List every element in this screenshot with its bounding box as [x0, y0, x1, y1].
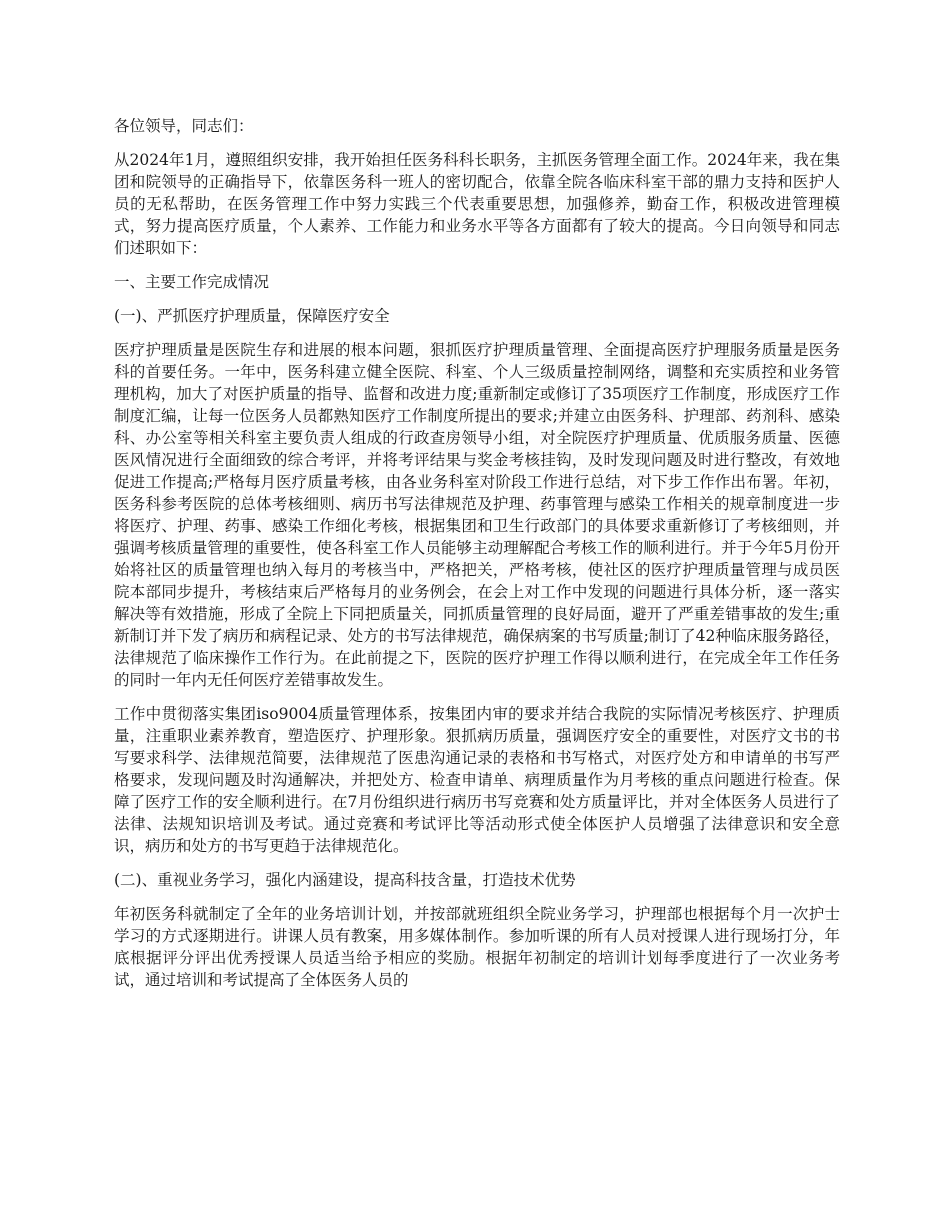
intro-paragraph: 从2024年1月，遵照组织安排，我开始担任医务科科长职务，主抓医务管理全面工作。2024年来，我在集团和院领导的正确指导下，依靠医务科一班人的密切配合，依靠全院各临床科室干部的鼎力支持和医护人员的无私帮助，在医务管理工作中努力实践三个代表重要思想，加强修养，勤奋工作，积极改进管理模式，努力提高医疗质量，个人素养、工作能力和业务水平等各方面都有了较大的提高。今日向领导和同志们述职如下： [114, 151, 840, 257]
subsection-title-quality: (一)、严抓医疗护理质量，保障医疗安全 [114, 307, 390, 325]
subsection-title-learning: (二)、重视业务学习，强化内涵建设，提高科技含量，打造技术优势 [114, 871, 576, 889]
learning-paragraph-1: 年初医务科就制定了全年的业务培训计划，并按部就班组织全院业务学习，护理部也根据每个月一次护士学习的方式逐期进行。讲课人员有教案，用多媒体制作。参加听课的所有人员对授课人进行现场打分，年底根据评分评出优秀授课人员适当给予相应的奖励。根据年初制定的培训计划每季度进行了一次业务考试，通过培训和考试提高了全体医务人员的 [114, 905, 840, 989]
quality-paragraph-2: 工作中贯彻落实集团iso9004质量管理体系，按集团内审的要求并结合我院的实际情况考核医疗、护理质量，注重职业素养教育，塑造医疗、护理形象。狠抓病历质量，强调医疗安全的重要性，对医疗文书的书写要求科学、法律规范简要，法律规范了医患沟通记录的表格和书写格式，对医疗处方和申请单的书写严格要求，发现问题及时沟通解决，并把处方、检查申请单、病理质量作为月考核的重点问题进行检查。保障了医疗工作的安全顺利进行。在7月份组织进行病历书写竞赛和处方质量评比，并对全体医务人员进行了法律、法规知识培训及考试。通过竞赛和考试评比等活动形式使全体医护人员增强了法律意识和安全意识，病历和处方的书写更趋于法律规范化。 [114, 705, 840, 855]
salutation: 各位领导，同志们： [114, 117, 254, 135]
quality-paragraph-1: 医疗护理质量是医院生存和进展的根本问题，狠抓医疗护理质量管理、全面提高医疗护理服务质量是医务科的首要任务。一年中，医务科建立健全医院、科室、个人三级质量控制网络，调整和充实质控和业务管理机构，加大了对医护质量的指导、监督和改进力度;重新制定或修订了35项医疗工作制度，形成医疗工作制度汇编，让每一位医务人员都熟知医疗工作制度所提出的要求;并建立由医务科、护理部、药剂科、感染科、办公室等相关科室主要负责人组成的行政查房领导小组，对全院医疗护理质量、优质服务质量、医德医风情况进行全面细致的综合考评，并将考评结果与奖金考核挂钩，及时发现问题及时进行整改，有效地促进工作提高;严格每月医疗质量考核，由各业务科室对阶段工作进行总结，对下步工作作出布署。年初，医务科参考医院的总体考核细则、病历书写法律规范及护理、药事管理与感染工作相关的规章制度进一步将医疗、护理、药事、感染工作细化考核，根据集团和卫生行政部门的具体要求重新修订了考核细则，并强调考核质量管理的重要性，使各科室工作人员能够主动理解配合考核工作的顺利进行。并于今年5月份开始将社区的质量管理也纳入每月的考核当中，严格把关，严格考核，使社区的医疗护理质量管理与成员医院本部同步提升，考核结束后严格每月的业务例会，在会上对工作中发现的问题进行具体分析，逐一落实解决等有效措施，形成了全院上下同把质量关，同抓质量管理的良好局面，避开了严重差错事故的发生;重新制订并下发了病历和病程记录、处方的书写法律规范，确保病案的书写质量;制订了42种临床服务路径，法律规范了临床操作工作行为。在此前提之下，医院的医疗护理工作得以顺利进行，在完成全年工作任务的同时一年内无任何医疗差错事故发生。 [114, 341, 840, 689]
section-title-main-work: 一、主要工作完成情况 [114, 273, 270, 291]
